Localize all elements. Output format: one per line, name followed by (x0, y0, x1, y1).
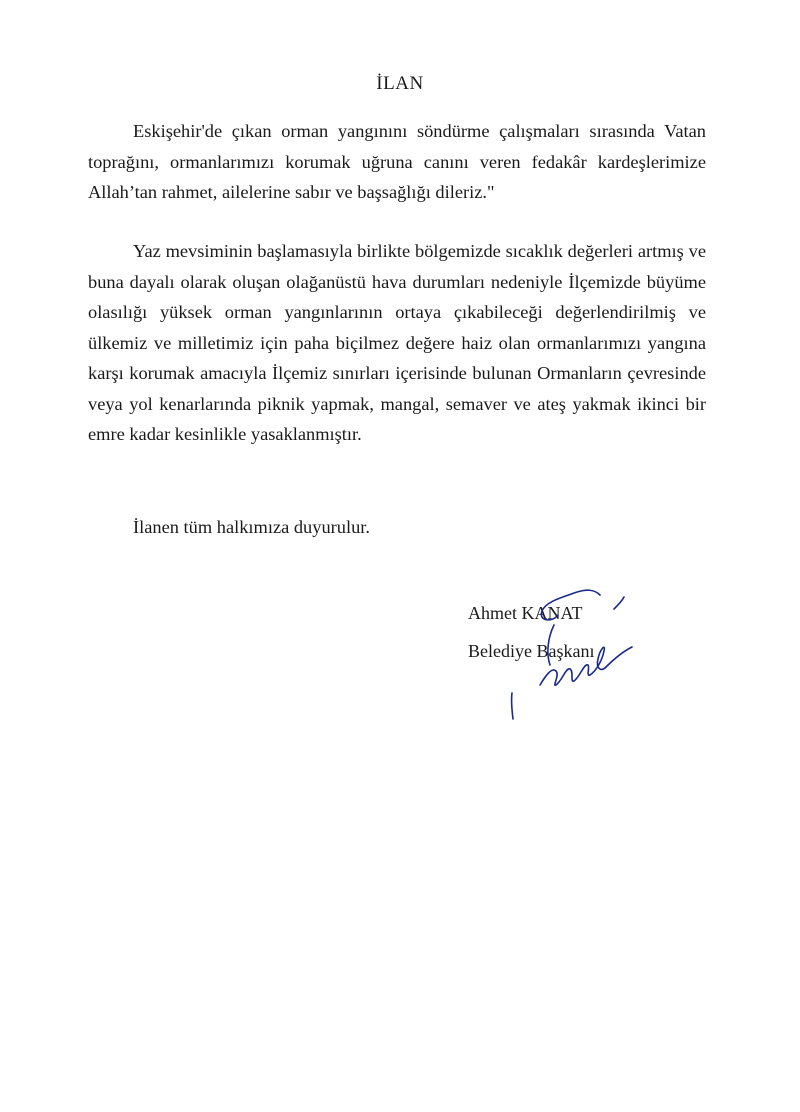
signatory-position: Belediye Başkanı (468, 641, 595, 661)
paragraph-announcement: İlanen tüm halkımıza duyurulur. (133, 517, 370, 537)
paragraph-fire-ban: Yaz mevsiminin başlamasıyla birlikte bölgemizde sıcaklık değerleri artmış ve buna dayalı olarak oluşan olağanüstü hava durumları nedeniyle İlçemizde büyüme olasılığı yüksek orman yangınlarının ortaya çıkabileceği değerlendirilmiş ve ülkemiz ve milletimiz için paha biçilmez değere haiz olan ormanlarımızı yangına karşı korumak amacıyla İlçemiz sınırları içerisinde bulunan Ormanların çevresinde veya yol kenarlarında piknik yapmak, mangal, semaver ve ateş yakmak ikinci bir emre kadar kesinlikle yasaklanmıştır. (88, 241, 706, 444)
signature-block (468, 594, 688, 670)
document-title: İLAN (376, 73, 424, 94)
signatory-name: Ahmet KANAT (468, 603, 583, 623)
paragraph-condolence: Eskişehir'de çıkan orman yangınını söndürme çalışmaları sırasında Vatan toprağını, ormanlarımızı korumak uğruna canını veren fedakâr kardeşlerimize Allah’tan rahmet, ailelerine sabır ve başsağlığı dileriz." (88, 121, 706, 202)
